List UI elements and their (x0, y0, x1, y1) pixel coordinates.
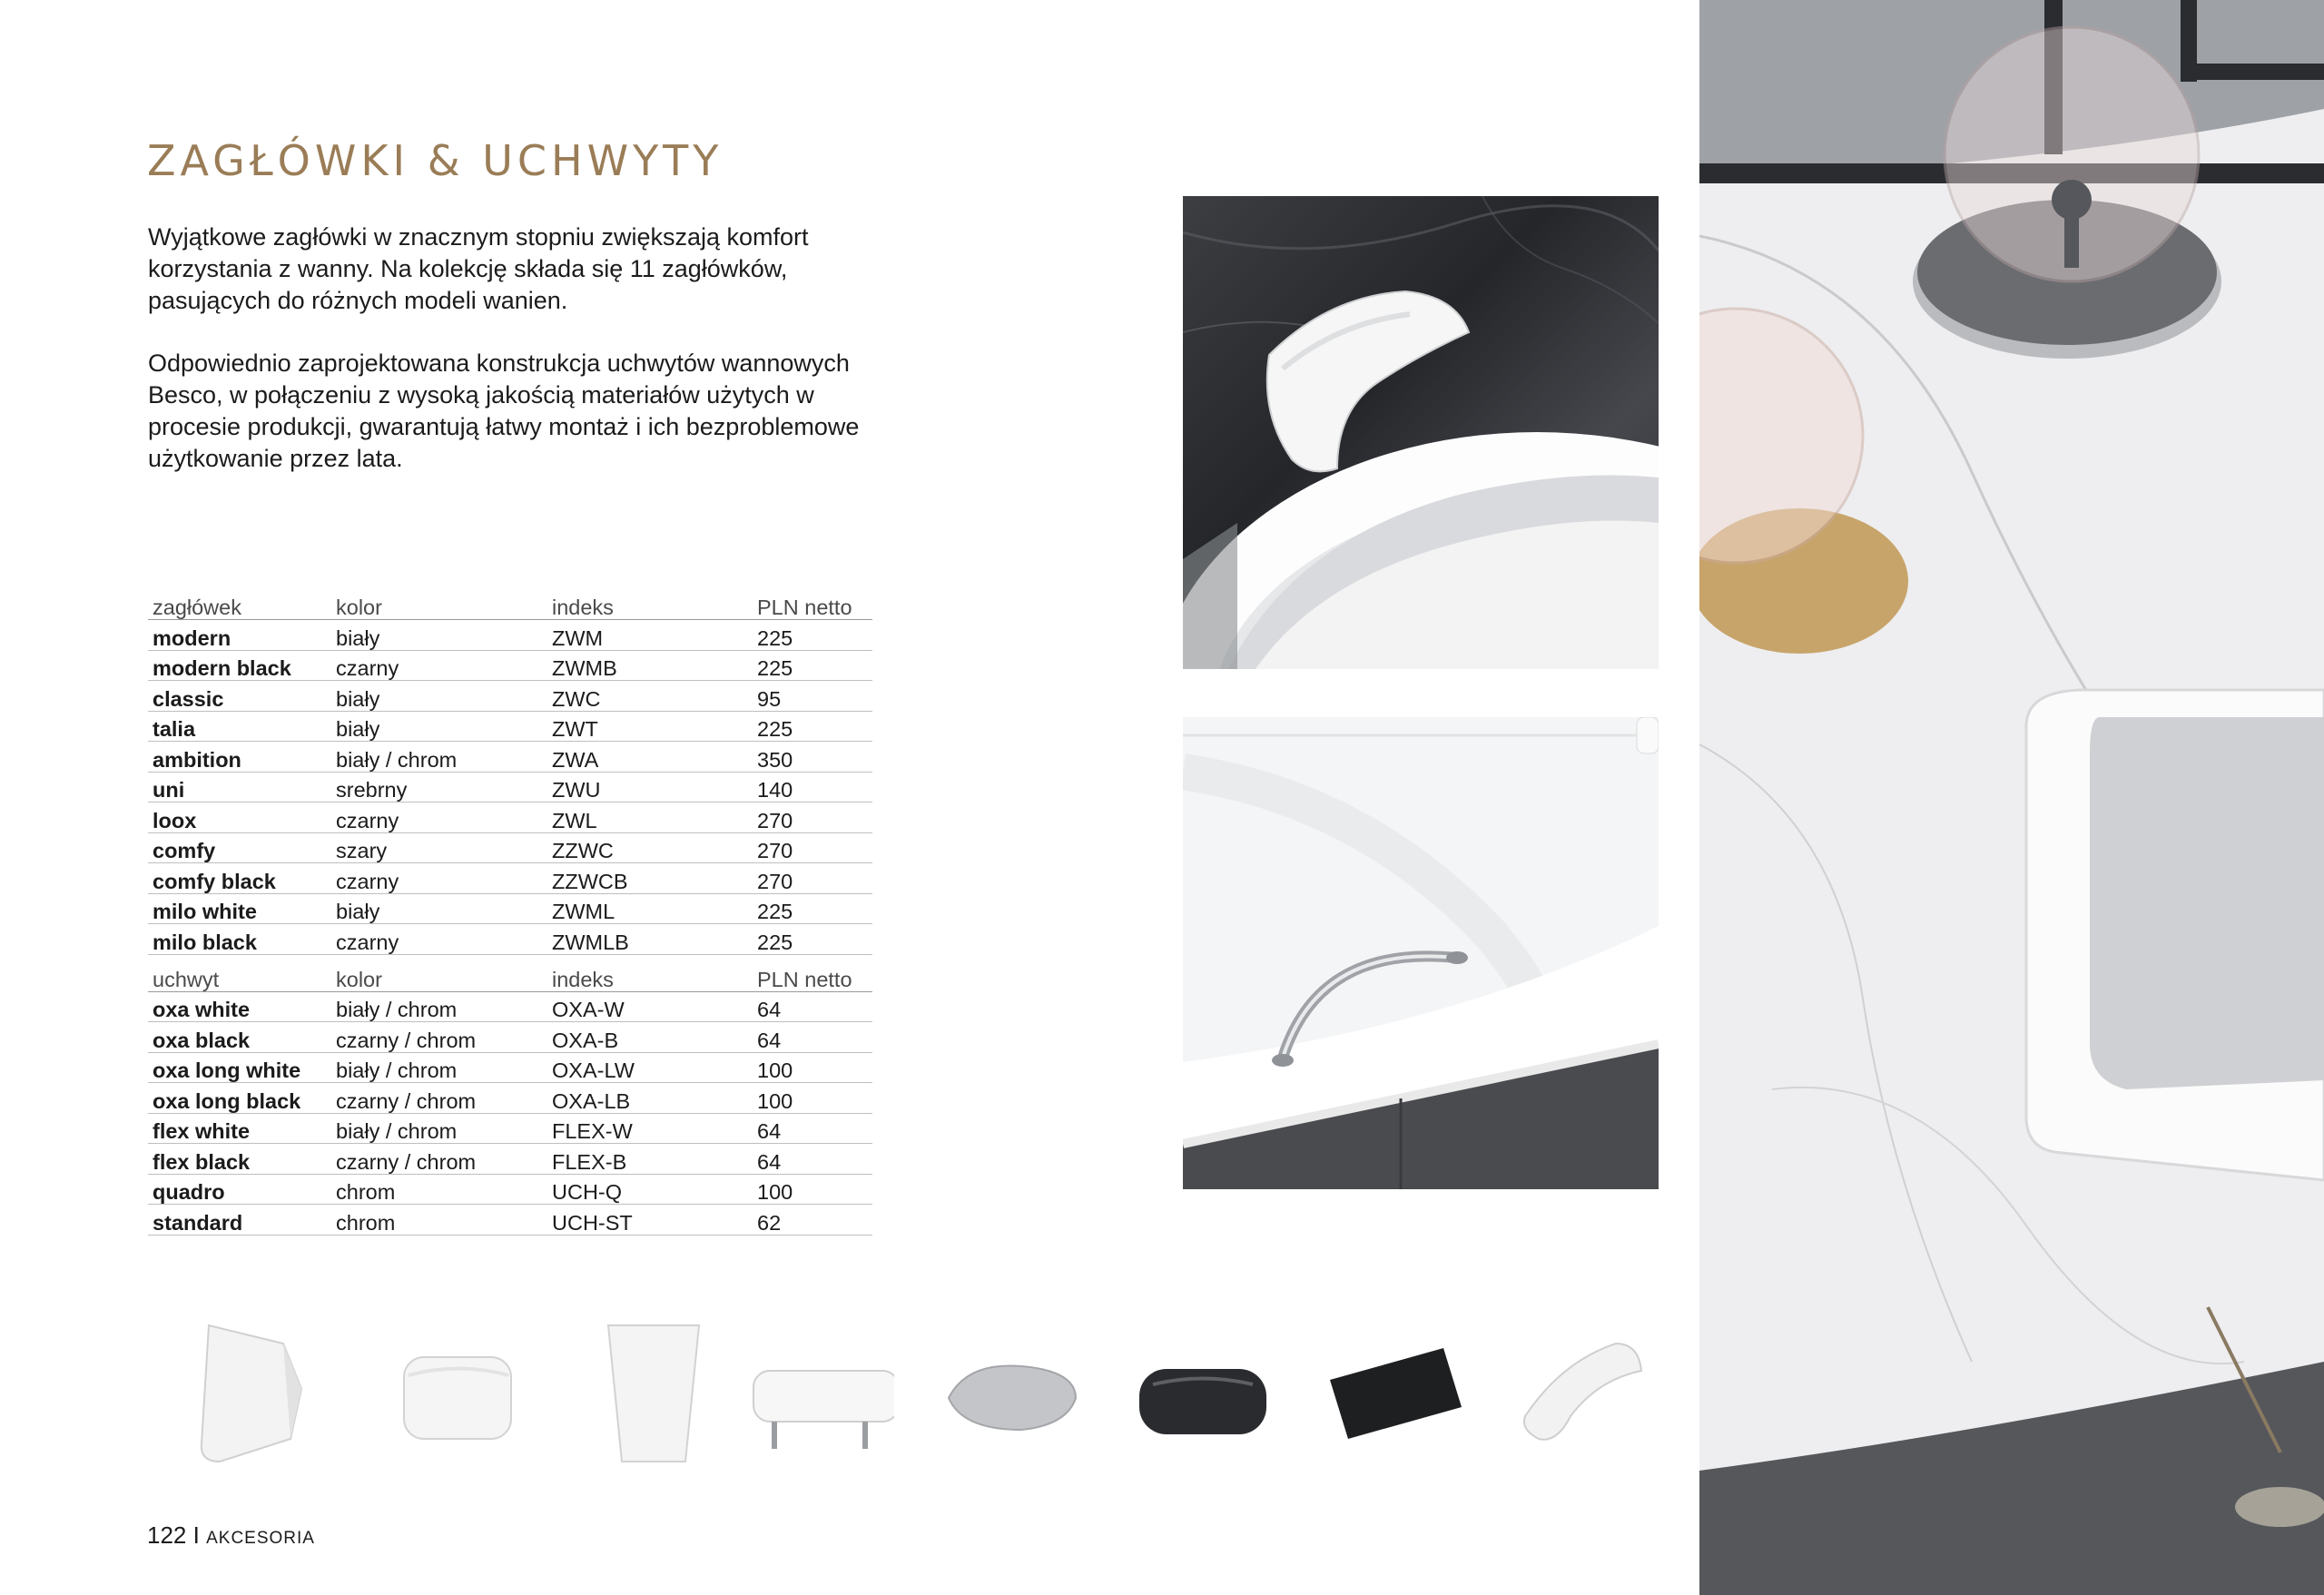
headrest-classic-thumb (377, 1316, 531, 1471)
cell-index: ZWT (547, 711, 753, 742)
table-row (148, 1022, 872, 1053)
cell-index: ZWU (547, 772, 753, 802)
cell-name: uni (148, 772, 331, 802)
cell-color: szary (331, 832, 547, 863)
cell-name: quadro (148, 1174, 331, 1205)
headrest-photo (1183, 196, 1659, 669)
cell-index: ZWM (547, 620, 753, 651)
cell-price: 64 (753, 1144, 872, 1175)
cell-color: czarny / chrom (331, 1144, 547, 1175)
headrest-ambition-thumb (740, 1316, 894, 1471)
cell-price: 140 (753, 772, 872, 802)
cell-color: biały / chrom (331, 1052, 547, 1083)
cell-index: ZZWCB (547, 863, 753, 894)
cell-index: ZWML (547, 893, 753, 924)
column-header-price: PLN netto (753, 954, 872, 991)
table-row (148, 650, 872, 681)
cell-name: standard (148, 1205, 331, 1236)
table-row (148, 832, 872, 863)
footer-separator: I (192, 1521, 200, 1549)
cell-name: oxa black (148, 1022, 331, 1053)
intro-paragraph-handles: Odpowiednio zaprojektowana konstrukcja uchwytów wannowych Besco, w połączeniu z wysoką jakością materiałów użytych w procesie produkcji, gwarantują łatwy montaż i ich bezproblemowe użytkowanie przez lata. (148, 350, 860, 472)
headrests-header-row (148, 588, 872, 620)
cell-name: talia (148, 711, 331, 742)
cell-price: 270 (753, 802, 872, 833)
headrest-comfy-black-thumb (1316, 1316, 1471, 1471)
cell-name: flex white (148, 1113, 331, 1144)
headrest-milo-white-thumb (1507, 1316, 1661, 1471)
column-header-name: zagłówek (148, 588, 331, 620)
cell-name: oxa white (148, 991, 331, 1022)
price-table (148, 588, 872, 1236)
cell-name: comfy black (148, 863, 331, 894)
cell-price: 100 (753, 1052, 872, 1083)
cell-name: flex black (148, 1144, 331, 1175)
cell-color: srebrny (331, 772, 547, 802)
cell-color: czarny / chrom (331, 1022, 547, 1053)
table-row (148, 1052, 872, 1083)
cell-color: biały / chrom (331, 1113, 547, 1144)
column-header-name: uchwyt (148, 954, 331, 991)
cell-color: biały / chrom (331, 991, 547, 1022)
table-row (148, 1113, 872, 1144)
table-row (148, 1174, 872, 1205)
table-row (148, 924, 872, 955)
cell-price: 95 (753, 681, 872, 712)
cell-price: 270 (753, 863, 872, 894)
table-row (148, 802, 872, 833)
intro-paragraph-headrests: Wyjątkowe zagłówki w znacznym stopniu zwiększają komfort korzystania z wanny. Na kolekcję składa się 11 zagłówków, pasujących do różnych modeli wanien. (148, 223, 809, 314)
cell-color: czarny / chrom (331, 1083, 547, 1114)
cell-name: comfy (148, 832, 331, 863)
table-row (148, 711, 872, 742)
cell-price: 225 (753, 711, 872, 742)
cell-index: ZWL (547, 802, 753, 833)
cell-color: chrom (331, 1205, 547, 1236)
cell-name: modern black (148, 650, 331, 681)
cell-color: biały / chrom (331, 742, 547, 773)
cell-name: oxa long black (148, 1083, 331, 1114)
cell-color: czarny (331, 802, 547, 833)
cell-color: biały (331, 711, 547, 742)
cell-price: 100 (753, 1174, 872, 1205)
cell-index: ZWMB (547, 650, 753, 681)
cell-index: FLEX-B (547, 1144, 753, 1175)
table-row (148, 893, 872, 924)
handle-photo (1183, 717, 1659, 1189)
page-title: ZAGŁÓWKI & UCHWYTY (147, 136, 724, 185)
page-number: 122 (147, 1521, 187, 1549)
cell-name: loox (148, 802, 331, 833)
cell-name: classic (148, 681, 331, 712)
bathroom-photo-art (1699, 0, 2324, 1595)
cell-price: 62 (753, 1205, 872, 1236)
cell-index: OXA-B (547, 1022, 753, 1053)
table-row (148, 1083, 872, 1114)
cell-index: FLEX-W (547, 1113, 753, 1144)
cell-index: ZWA (547, 742, 753, 773)
cell-price: 225 (753, 893, 872, 924)
cell-color: czarny (331, 650, 547, 681)
cell-index: UCH-ST (547, 1205, 753, 1236)
table-row (148, 991, 872, 1022)
cell-price: 100 (753, 1083, 872, 1114)
table-row (148, 772, 872, 802)
column-header-index: indeks (547, 954, 753, 991)
cell-color: biały (331, 681, 547, 712)
cell-price: 64 (753, 1022, 872, 1053)
headrest-talia-thumb (567, 1316, 722, 1471)
cell-index: OXA-LW (547, 1052, 753, 1083)
headrest-uni-thumb (931, 1316, 1085, 1471)
cell-price: 64 (753, 991, 872, 1022)
bathroom-photo (1699, 0, 2324, 1595)
cell-index: OXA-LB (547, 1083, 753, 1114)
headrest-loox-thumb (1126, 1316, 1280, 1471)
cell-name: milo black (148, 924, 331, 955)
table-row (148, 1144, 872, 1175)
column-header-color: kolor (331, 954, 547, 991)
cell-price: 270 (753, 832, 872, 863)
intro-text (148, 222, 911, 506)
page-footer (147, 1521, 315, 1550)
cell-price: 225 (753, 620, 872, 651)
cell-color: chrom (331, 1174, 547, 1205)
cell-name: milo white (148, 893, 331, 924)
table-row (148, 620, 872, 651)
table-row (148, 863, 872, 894)
headrest-modern-thumb (182, 1316, 336, 1471)
cell-price: 64 (753, 1113, 872, 1144)
cell-index: ZWC (547, 681, 753, 712)
column-header-index: indeks (547, 588, 753, 620)
table-row (148, 681, 872, 712)
column-header-price: PLN netto (753, 588, 872, 620)
product-thumbnails (182, 1316, 1670, 1471)
column-header-color: kolor (331, 588, 547, 620)
cell-price: 225 (753, 650, 872, 681)
cell-name: oxa long white (148, 1052, 331, 1083)
cell-index: ZWMLB (547, 924, 753, 955)
cell-color: biały (331, 620, 547, 651)
handles-header-row (148, 954, 872, 991)
table-row (148, 742, 872, 773)
cell-color: czarny (331, 863, 547, 894)
headrest-photo-art (1183, 196, 1659, 669)
cell-index: ZZWC (547, 832, 753, 863)
cell-name: modern (148, 620, 331, 651)
section-name: AKCESORIA (206, 1529, 315, 1548)
cell-index: UCH-Q (547, 1174, 753, 1205)
cell-color: biały (331, 893, 547, 924)
cell-price: 225 (753, 924, 872, 955)
cell-price: 350 (753, 742, 872, 773)
cell-index: OXA-W (547, 991, 753, 1022)
cell-color: czarny (331, 924, 547, 955)
cell-name: ambition (148, 742, 331, 773)
handle-photo-art (1183, 717, 1659, 1189)
table-row (148, 1205, 872, 1236)
